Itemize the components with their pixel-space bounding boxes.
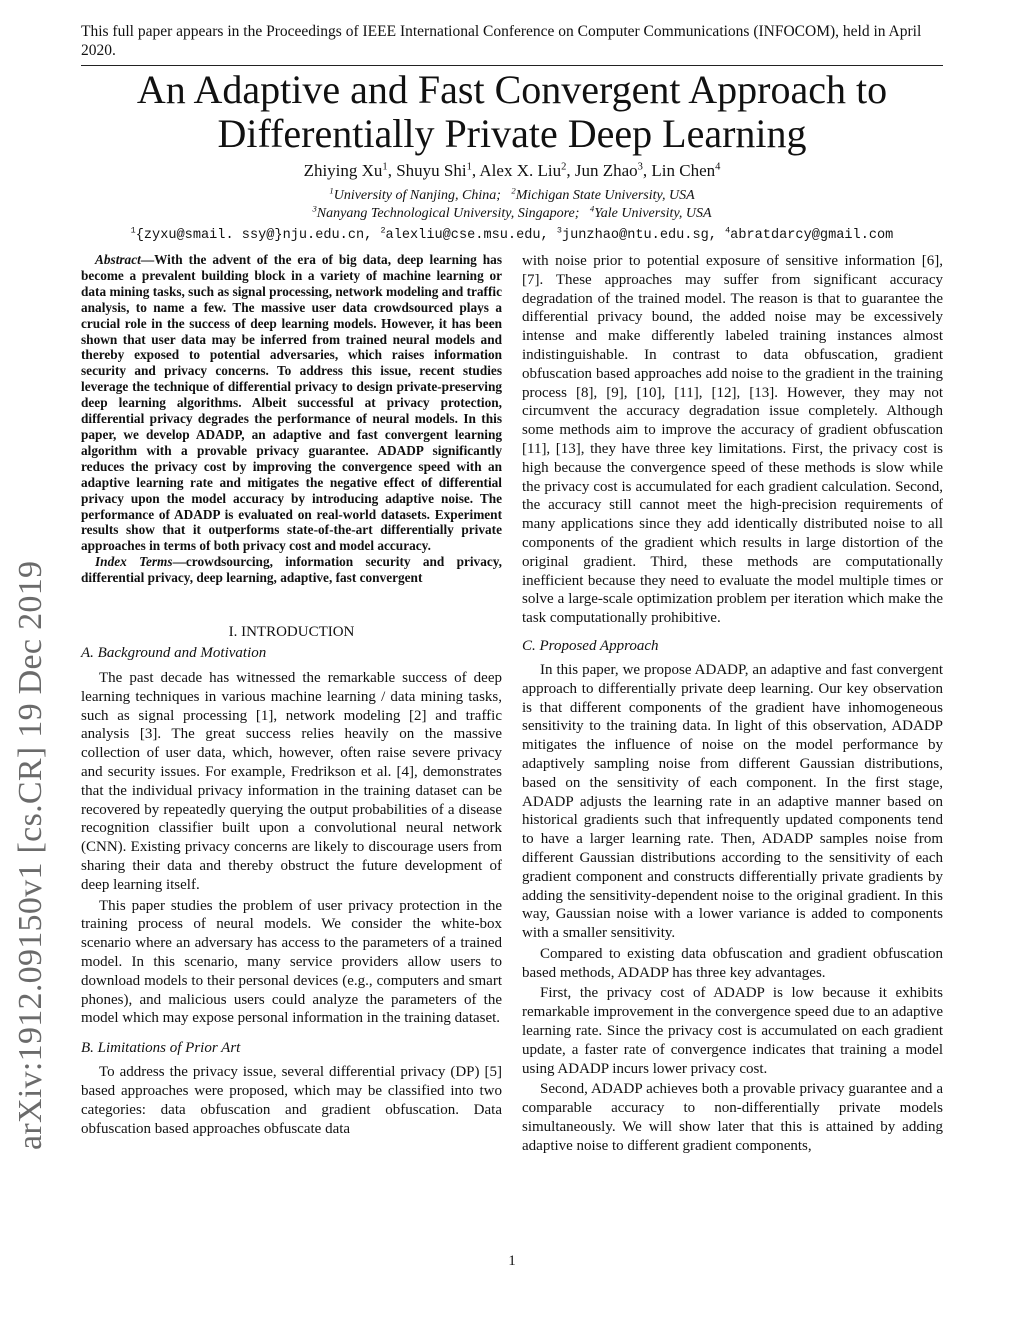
arxiv-stamp: arXiv:1912.09150v1 [cs.CR] 19 Dec 2019	[12, 560, 49, 1150]
index-terms	[81, 554, 502, 586]
abstract-text: —With the advent of the era of big data, deep learning has become a prevalent building block in a variety of machine learning or data mining tasks, such as signal processing, network modeling and traffic analysis, to name a few. The massive user data crowdsourced plays a crucial role in the success of deep learning models. However, it has been shown that user data may be inferred from trained neural models and thereby exposed to potential adversaries, which raises information security and privacy concerns. To address this issue, recent studies leverage the technique of differential privacy to design private-preserving deep learning algorithms. Albeit successful at privacy protection, differential privacy degrades the performance of neural models. In this paper, we develop ADADP, an adaptive and fast convergent learning algorithm with a provable privacy guarantee. ADADP significantly reduces the privacy cost by improving the convergence speed with an adaptive learning rate and mitigates the negative effect of differential privacy upon the model accuracy by introducing adaptive noise. The performance of ADADP is evaluated on real-world datasets. Experiment results show that it outperforms state-of-the-art differentially private approaches in terms of both privacy cost and model accuracy.	[81, 252, 502, 554]
paragraph: Second, ADADP achieves both a provable privacy guarantee and a comparable accuracy to non-differentially private models simultaneously. We will show later that this is attained by adding adaptive noise to different gradient components,	[522, 1081, 943, 1154]
affiliation: University of Nanjing, China;	[333, 188, 501, 203]
author: Zhiying Xu	[303, 161, 383, 180]
index-terms-text: —crowdsourcing, information security and privacy, differential privacy, deep learning, adaptive, fast convergent	[81, 554, 502, 586]
paper-title	[60, 68, 964, 156]
author-sup: 3	[637, 161, 643, 173]
email[interactable]: junzhao@ntu.edu.sg,	[561, 228, 717, 243]
affiliation: Nanyang Technological University, Singapore;	[316, 206, 580, 221]
title-line-2: Differentially Private Deep Learning	[217, 111, 807, 156]
affil-sup: 2	[511, 185, 516, 196]
author-sup: 4	[715, 161, 721, 173]
affil-sup: 1	[329, 185, 334, 196]
email-list	[20, 227, 1004, 245]
subsection-heading: C. Proposed Approach	[522, 637, 659, 654]
abstract-label: Abstract	[95, 252, 141, 267]
page-number: 1	[508, 1253, 516, 1269]
paragraph: To address the privacy issue, several differential privacy (DP) [5] based approaches were proposed, which may be classified into two categories: data obfuscation and gradient obfuscation. Data obfuscation based approaches obfuscate data	[81, 1064, 502, 1137]
left-column	[81, 252, 502, 1138]
email-sup: 4	[725, 225, 731, 236]
email-sup: 3	[556, 225, 562, 236]
email[interactable]: alexliu@cse.msu.edu,	[385, 228, 549, 243]
affiliation-line-1	[60, 187, 964, 205]
paragraph: Compared to existing data obfuscation and gradient obfuscation based methods, ADADP has three key advantages.	[522, 945, 943, 981]
author: Jun Zhao	[574, 161, 638, 180]
author: Shuyu Shi	[396, 161, 467, 180]
affiliation: Michigan State University, USA	[515, 188, 695, 203]
email-sup: 2	[380, 225, 386, 236]
affil-sup: 3	[312, 203, 317, 214]
author-sup: 1	[382, 161, 388, 173]
paragraph: In this paper, we propose ADADP, an adaptive and fast convergent approach to differentially private deep learning. Our key observation is that different components of the gradient have inhomogeneous sensitivity to the training data. In light of this observation, ADADP mitigates the influence of noise on the model performance by adaptively sampling noise from different Gaussian distributions, based on the sensitivity of each component. In the first stage, ADADP adjusts the learning rate in an adaptive manner based on historical gradients such that infrequently updated components tend to have a larger learning rate. Then, ADADP samples noise from different Gaussian distributions according to the sensitivity of each gradient component and constructs differentially private gradients by adding the sensitivity-dependent noise to the original gradient. In this way, Gaussian noise with a lower variance is added to components with a smaller sensitivity.	[522, 661, 943, 942]
right-column	[522, 252, 943, 1156]
abstract	[81, 252, 502, 554]
subsection-heading: B. Limitations of Prior Art	[81, 1040, 241, 1057]
section-heading: I. INTRODUCTION	[228, 624, 355, 641]
email[interactable]: abratdarcy@gmail.com	[730, 228, 894, 243]
author-sup: 2	[561, 161, 567, 173]
author-sup: 1	[466, 161, 472, 173]
email[interactable]: {zyxu@smail. ssy@}nju.edu.cn,	[135, 228, 373, 243]
affil-sup: 4	[589, 203, 595, 214]
index-terms-label: Index Terms	[95, 554, 173, 570]
subsection-heading: A. Background and Motivation	[81, 645, 267, 662]
author: Lin Chen	[651, 161, 716, 180]
paragraph: First, the privacy cost of ADADP is low because it exhibits remarkable improvement in the convergence speed due to an adaptive learning rate. Since the privacy cost is accumulated on each gradient update, a faster rate of convergence indicates that training a model using ADADP incurs lower privacy cost.	[522, 985, 943, 1077]
author: Alex X. Liu	[479, 161, 562, 180]
paragraph: with noise prior to potential exposure of sensitive information [6], [7]. These approaches may suffer from significant accuracy degradation of the trained model. The reason is that to guarantee the differential privacy bound, the added noise may be excessively intense and make differently labeled training instances almost indistinguishable. In contrast to data obfuscation, gradient obfuscation based approaches add noise to the gradient in the training process [8], [9], [10], [11], [12], [13]. However, they may not circumvent the accuracy degradation issue completely. Although some methods aim to improve the accuracy of gradient obfuscation [11], [13], they have three key limitations. First, the privacy cost is high because the convergence speed of these methods is slow while the privacy cost is accumulated for each gradient calculation. Second, the accuracy still cannot meet the high-precision requirements of many applications since they add identically distributed noise to all components of the gradient which results in large distortion of the original gradient. Third, these methods are computationally inefficient because they need to evaluate the model multiple times or solve a large-scale optimization problem per iteration which make the task computationally prohibitive.	[522, 253, 943, 627]
header-rule	[81, 65, 943, 66]
title-line-1: An Adaptive and Fast Convergent Approach to	[136, 67, 888, 112]
email-sup: 1	[130, 225, 136, 236]
affiliation: Yale University, USA	[594, 206, 712, 221]
header-notice: This full paper appears in the Proceedings of IEEE International Conference on Computer Communications (INFOCOM), held in April 2020.	[81, 23, 922, 59]
paragraph: The past decade has witnessed the remarkable success of deep learning techniques in various machine learning / data mining tasks, such as signal processing [1], network modeling [2] and traffic analysis [3]. The great success relies heavily on the massive collection of user data, which, however, often raise severe privacy and security issues. For example, Fredrikson et al. [4], demonstrates that the individual privacy information in the training dataset can be recovered by repeatedly querying the output probabilities of a disease recognition classifier built upon a convolutional neural network (CNN). Existing privacy concerns are likely to discourage users from sharing their data and thereby obstruct the future development of deep learning itself.	[81, 670, 502, 893]
affiliation-line-2	[60, 205, 964, 223]
paragraph: This paper studies the problem of user privacy protection in the training process of neural models. We consider the white-box scenario where an adversary has access to the parameters of a trained model. In this scenario, many service providers allow users to download models to their personal devices (e.g., computers and smart phones), and malicious users could analyze the parameters of the model which may expose personal information in the training dataset.	[81, 897, 502, 1027]
author-list: Zhiying Xu$^1$, Shuyu Shi$^1$, Alex X. Liu$^2$, Jun Zhao$^3$, Lin Chen$^4$	[303, 161, 721, 180]
